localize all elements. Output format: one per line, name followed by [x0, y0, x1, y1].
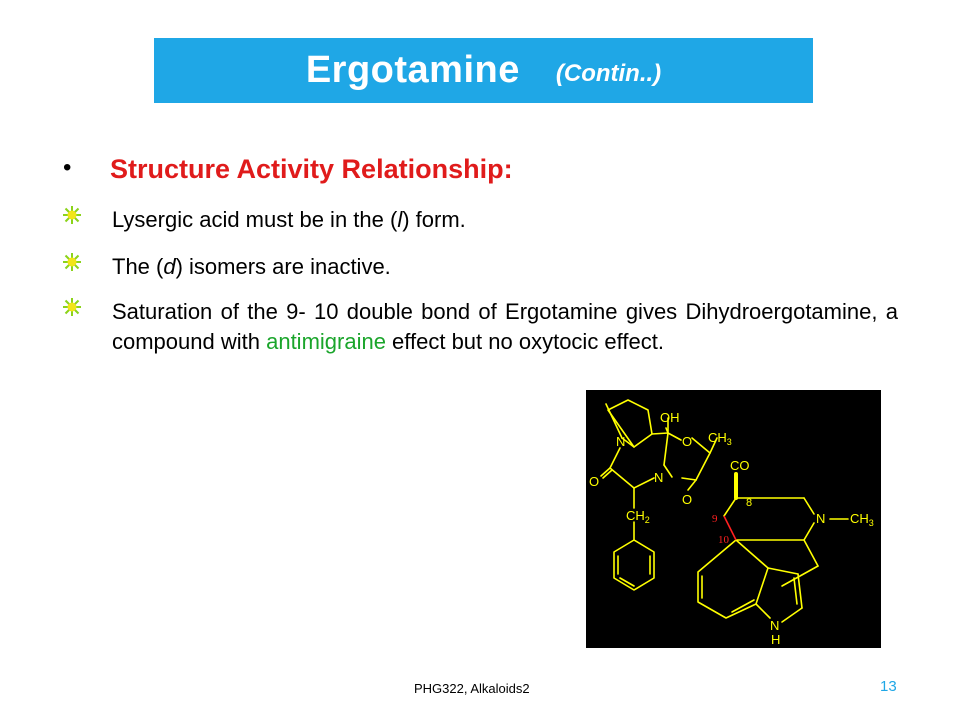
nh-n-label: N: [770, 618, 780, 633]
n2-label: N: [654, 470, 664, 485]
bullet-item-1: [62, 205, 898, 235]
page-number: 13: [880, 678, 897, 695]
structure-diagram: [586, 390, 881, 648]
o-left-label: O: [589, 474, 600, 489]
nh-h-label: H: [771, 632, 781, 647]
bullet-text-2: The (d) isomers are inactive.: [112, 254, 391, 279]
slide-title: Ergotamine: [305, 49, 520, 91]
position-8-label: 8: [746, 497, 753, 509]
sar-heading-row: [60, 152, 900, 192]
slide-subtitle: (Contin..): [555, 59, 662, 87]
dihydroergotamine-structure: [586, 390, 881, 648]
sun-burst-icon: [62, 205, 82, 225]
oh-label: OH: [660, 410, 680, 425]
sar-heading: Structure Activity Relationship:: [110, 154, 513, 184]
n1-label: N: [616, 434, 626, 449]
o-ring-label: O: [682, 434, 693, 449]
position-9-label: 9: [712, 513, 718, 525]
position-10-label: 10: [718, 534, 729, 546]
bullet-item-2: [62, 252, 898, 282]
ch2-label: $CH_2$: [626, 508, 650, 525]
ch3-right-label: $CH_3$: [850, 511, 874, 528]
co-label: CO: [730, 458, 750, 473]
title-banner: [154, 38, 813, 103]
antimigraine-highlight: antimigraine: [266, 329, 386, 354]
dot-bullet-icon: •: [63, 154, 72, 181]
sun-burst-icon: [62, 297, 82, 317]
bullet-item-3: [62, 297, 898, 397]
bullet-text-1: Lysergic acid must be in the (l) form.: [112, 207, 466, 232]
sun-burst-icon: [62, 252, 82, 272]
bullet-text-3: Saturation of the 9- 10 double bond of Ergotamine gives Dihydroergotamine, a compound with antimigraine effect but no oxytocic effect.: [112, 299, 898, 354]
footer-course: PHG322, Alkaloids2: [414, 681, 530, 696]
o-bottom-label: O: [682, 492, 693, 507]
n-methyl-label: N: [816, 511, 826, 526]
ch3-top-label: $CH_3$: [708, 430, 732, 447]
